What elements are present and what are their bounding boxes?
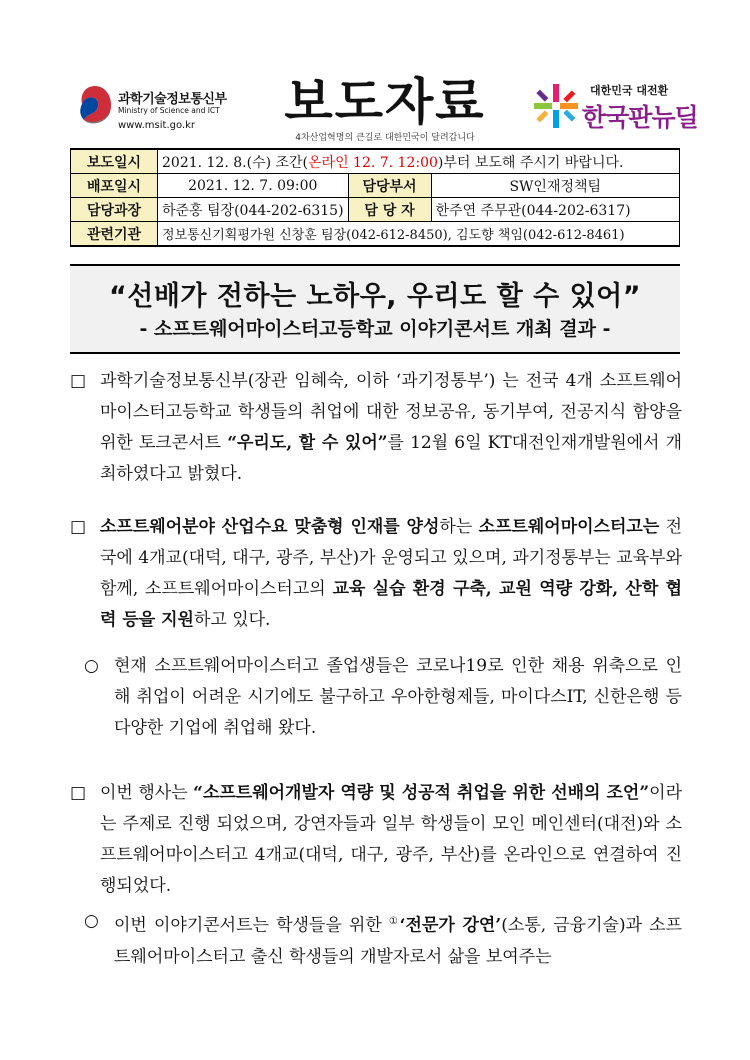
page-title: 보도자료 bbox=[284, 73, 486, 131]
korean-new-deal-logo bbox=[532, 78, 702, 134]
tagline: 4차산업혁명의 큰길로 대한민국이 달려갑니다 bbox=[295, 133, 475, 143]
p2-bold-1: 소프트웨어분야 산업수요 맞춤형 인재를 양성 bbox=[100, 517, 440, 537]
p4-text-1: 이번 행사는 bbox=[100, 783, 194, 803]
p2-bold-2: 소프트웨어마이스터고는 bbox=[478, 517, 660, 537]
chief-value: 하준홍 팀장(044-202-6315) bbox=[158, 198, 349, 222]
p2-text-2: 전국에 4개교(대덕, 대구, 광주, 부산)가 운영되고 있으며, 과기정통부는 교육부와 함께, 소프트웨어마이스터고의 bbox=[100, 517, 683, 599]
p1-event-name: “우리도, 할 수 있어” bbox=[227, 433, 388, 453]
staff-value: 한주연 주무관(044-202-6317) bbox=[431, 198, 679, 222]
contact-row bbox=[71, 198, 680, 222]
p3-text: 현재 소프트웨어마이스터고 졸업생들은 코로나19로 인한 채용 위축으로 인해 취업이 어려운 시기에도 불구하고 우아한형제들, 마이다스IT, 신한은행 등 다양한 기업에 취업해 왔다. bbox=[114, 656, 682, 738]
p4-topic: “소프트웨어개발자 역량 및 성공적 취업을 위한 선배의 조언” bbox=[193, 783, 650, 803]
organization-row bbox=[71, 222, 680, 247]
distribution-label: 배포일시 bbox=[71, 174, 158, 198]
department-label: 담당부서 bbox=[348, 174, 431, 198]
p5-bold: ‘전문가 강연’ bbox=[399, 915, 502, 936]
p5-text-1: 이번 이야기콘서트는 학생들을 위한 bbox=[114, 915, 389, 936]
circle-bullet-icon: ○ bbox=[84, 656, 99, 676]
ministry-name-en: Ministry of Science and ICT bbox=[118, 106, 220, 115]
p4-text-2: 이라는 주제로 진행 되었으며, 강연자들과 일부 학생들이 모인 메인센터(대전)와 소프트웨어마이스터고 4개교(대덕, 대구, 광주, 부산)를 온라인으로 연결하여 진행되었다. bbox=[100, 783, 682, 896]
paragraph-4 bbox=[70, 778, 682, 902]
ministry-logo bbox=[78, 82, 248, 132]
release-date-tail: )부터 보도해 주시기 바랍니다. bbox=[437, 154, 624, 171]
p2-text-3: 하고 있다. bbox=[193, 610, 271, 630]
release-info-table bbox=[70, 148, 680, 247]
new-deal-mark-icon bbox=[532, 82, 580, 130]
box-bullet-icon: □ bbox=[70, 371, 87, 391]
box-bullet-icon: □ bbox=[70, 517, 87, 537]
release-row bbox=[71, 149, 680, 174]
organization-label: 관련기관 bbox=[71, 222, 158, 247]
circle-bullet-icon: ○ bbox=[84, 911, 99, 931]
taegeuk-emblem-icon bbox=[78, 84, 112, 126]
p2-text-1: 하는 bbox=[439, 517, 479, 537]
paragraph-1 bbox=[70, 366, 682, 490]
distribution-row bbox=[71, 174, 680, 198]
ministry-name-ko: 과학기술정보통신부 bbox=[118, 92, 227, 107]
p2-bold-3: 교육 실습 환경 구축, 교원 역량 강화, 산학 협력 등을 지원 bbox=[100, 579, 683, 630]
paragraph-5 bbox=[70, 906, 682, 973]
new-deal-title: 한국판뉴딜 bbox=[582, 103, 698, 132]
chief-label: 담당과장 bbox=[71, 198, 158, 222]
organization-value: 정보통신기획평가원 신창훈 팀장(042-612-8450), 김도향 책임(042-612-8461) bbox=[158, 222, 680, 247]
department-value: SW인재정책팀 bbox=[431, 174, 679, 198]
distribution-value: 2021. 12. 7. 09:00 bbox=[158, 174, 349, 198]
p1-text: 과학기술정보통신부(장관 임혜숙, 이하 ‘과기정통부’) 는 전국 4개 소프트웨어마이스터고등학교 학생들의 취업에 대한 정보공유, 동기부여, 전공지식 함양을 위한 토크콘서트 bbox=[100, 371, 682, 453]
release-online-time: 온라인 12. 7. 12:00 bbox=[308, 154, 438, 171]
p5-text-2: (소통, 금융기술)과 소프트웨어마이스터고 출신 학생들의 개발자로서 삶을 보여주는 bbox=[114, 915, 682, 967]
p5-number: ① bbox=[388, 916, 400, 927]
headline-box bbox=[70, 264, 680, 354]
release-date-value bbox=[158, 149, 680, 174]
ministry-url: www.msit.go.kr bbox=[118, 120, 195, 131]
headline-main: “선배가 전하는 노하우, 우리도 할 수 있어” bbox=[109, 281, 641, 312]
box-bullet-icon: □ bbox=[70, 783, 87, 803]
release-date: 2021. 12. 8.(수) 조간( bbox=[162, 154, 309, 171]
paragraph-3 bbox=[70, 651, 682, 744]
p1-text-end: 를 12월 6일 KT대전인재개발원에서 개최하였다고 밝혔다. bbox=[100, 433, 683, 484]
staff-label: 담 당 자 bbox=[348, 198, 431, 222]
release-date-label: 보도일시 bbox=[71, 149, 158, 174]
new-deal-subtitle: 대한민국 대전환 bbox=[590, 84, 669, 97]
paragraph-2 bbox=[70, 512, 682, 636]
headline-sub: - 소프트웨어마이스터고등학교 이야기콘서트 개최 결과 - bbox=[139, 318, 611, 340]
